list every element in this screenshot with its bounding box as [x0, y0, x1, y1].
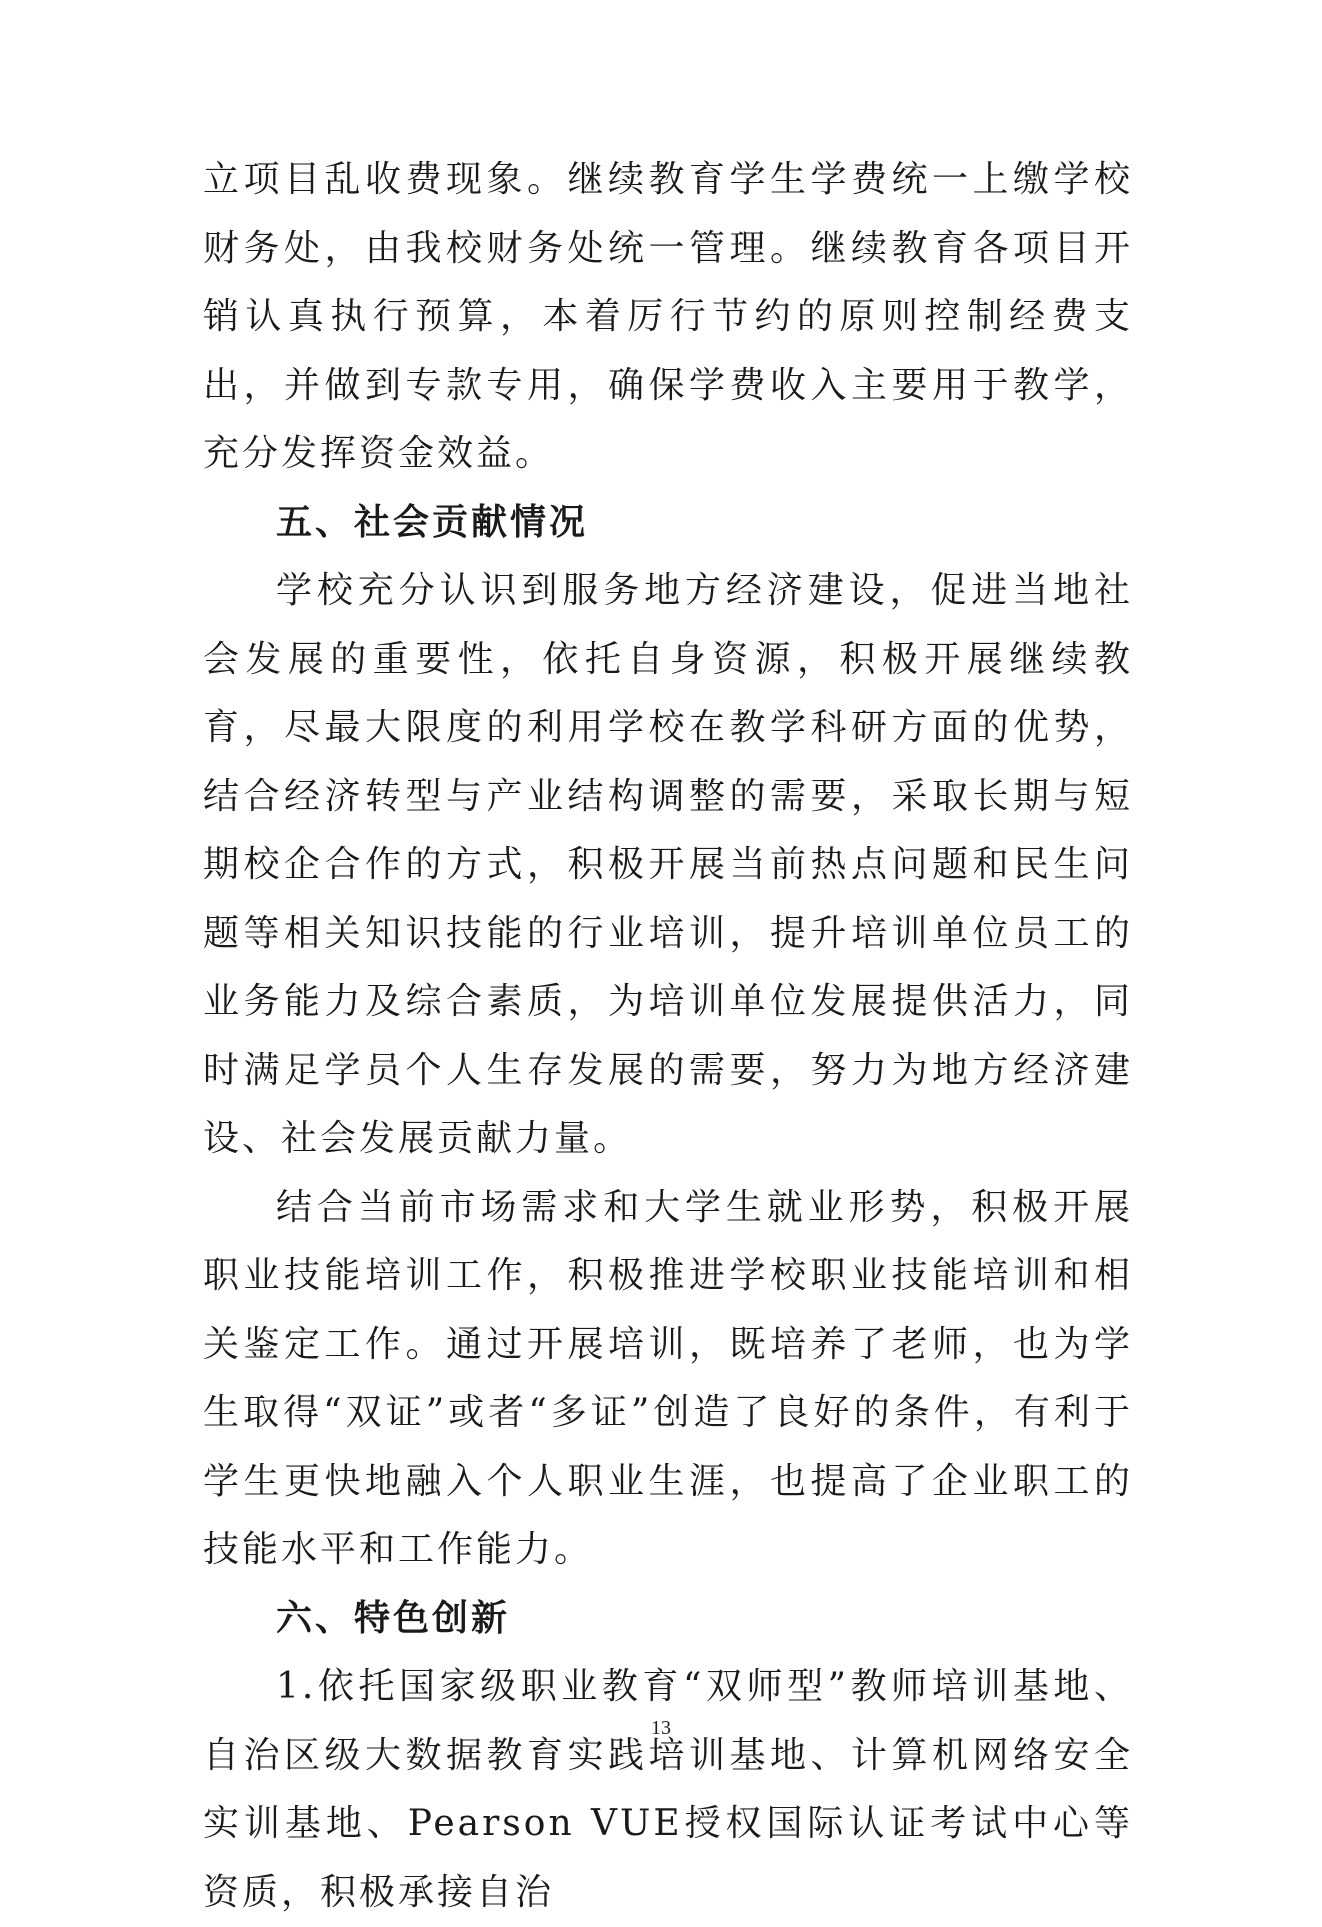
paragraph-vocational-training: 结合当前市场需求和大学生就业形势，积极开展职业技能培训工作，积极推进学校职业技能培训和相关鉴定工作。通过开展培训，既培养了老师，也为学生取得“双证”或者“多证”创造了良好的条件，有利于学生更快地融入个人职业生涯，也提高了企业职工的技能水平和工作能力。 [203, 1186, 1133, 1570]
paragraph-social-contribution: 学校充分认识到服务地方经济建设，促进当地社会发展的重要性，依托自身资源，积极开展继续教育，尽最大限度的利用学校在教学科研方面的优势，结合经济转型与产业结构调整的需要，采取长期与短期校企合作的方式，积极开展当前热点问题和民生问题等相关知识技能的行业培训，提升培训单位员工的业务能力及综合素质，为培训单位发展提供活力，同时满足学员个人生存发展的需要，努力为地方经济建设、社会发展贡献力量。 [203, 570, 1133, 1159]
body-text [203, 146, 1133, 1927]
paragraph-finance: 立项目乱收费现象。继续教育学生学费统一上缴学校财务处，由我校财务处统一管理。继续教育各项目开销认真执行预算，本着厉行节约的原则控制经费支出，并做到专款专用，确保学费收入主要用于教学，充分发挥资金效益。 [203, 159, 1133, 474]
paragraph-innovation-1: 1.依托国家级职业教育“双师型”教师培训基地、自治区级大数据教育实践培训基地、计算机网络安全实训基地、Pearson VUE授权国际认证考试中心等资质，积极承接自治 [203, 1666, 1133, 1913]
heading-social-contribution: 五、社会贡献情况 [276, 501, 589, 543]
heading-innovation: 六、特色创新 [276, 1597, 511, 1639]
page-number: 13 [651, 1717, 671, 1739]
